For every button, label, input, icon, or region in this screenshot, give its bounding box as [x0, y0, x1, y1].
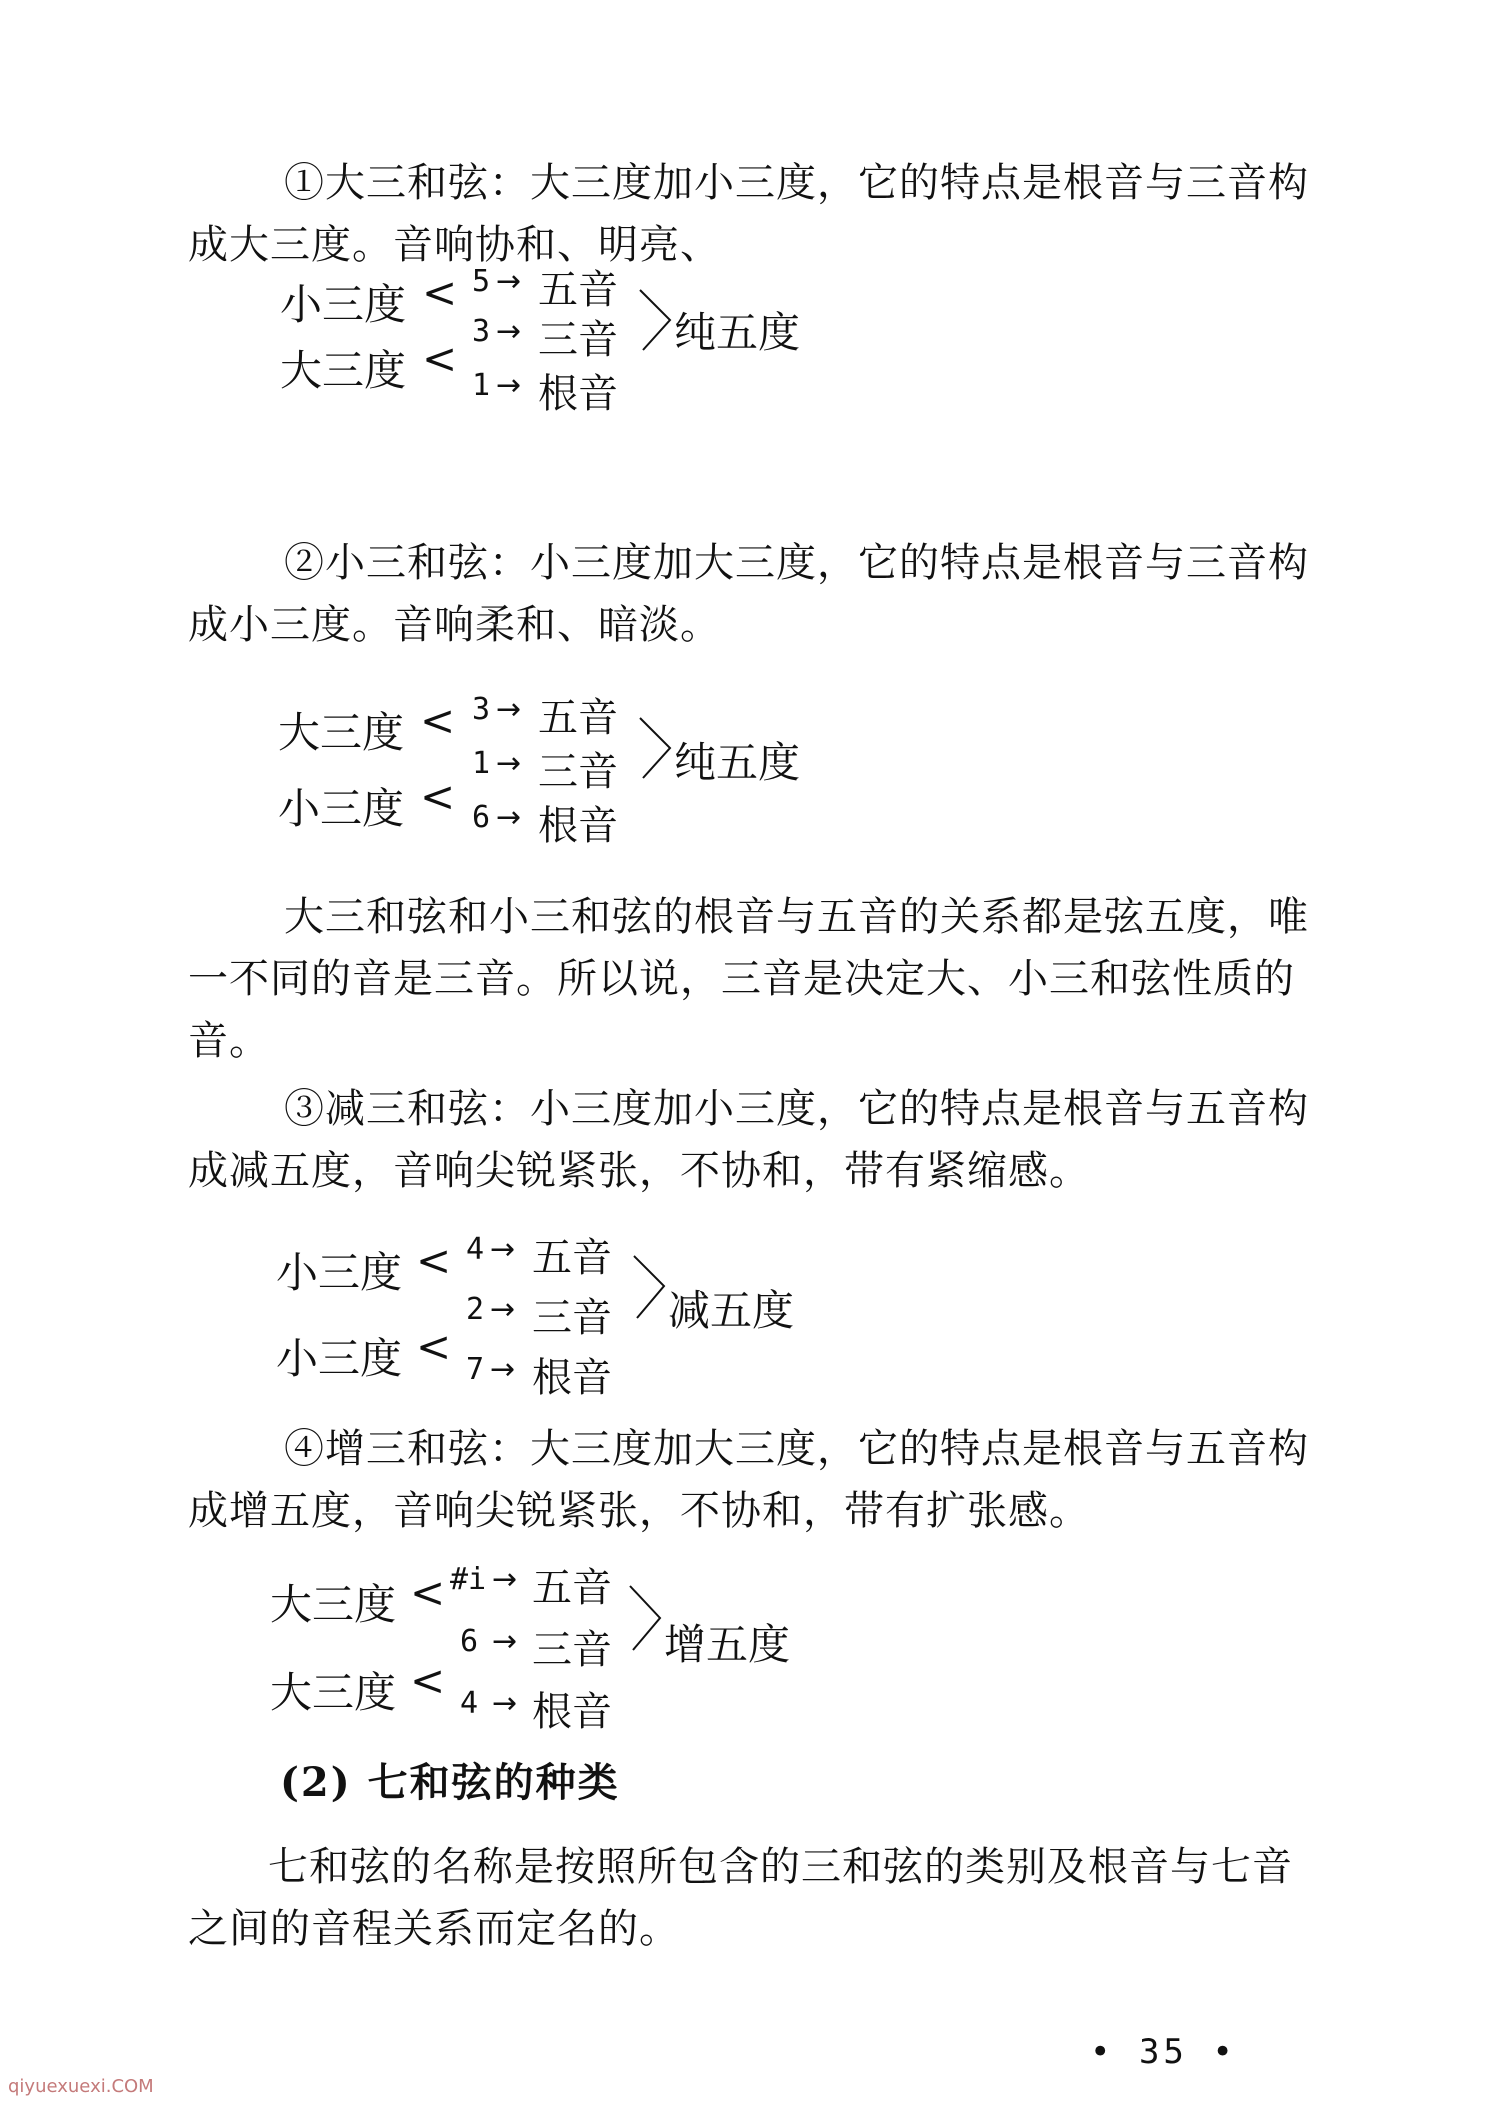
note-root: 7: [466, 1352, 485, 1387]
lower-lt-sign: <: [416, 1322, 452, 1371]
upper-lt-sign: <: [422, 268, 458, 317]
arrow-icon: →: [492, 1686, 518, 1721]
lower-interval-label: 小三度: [276, 1334, 403, 1383]
lower-lt-sign: <: [410, 1656, 446, 1705]
interval-result: 增五度: [664, 1620, 791, 1669]
arrow-icon: →: [490, 1292, 516, 1327]
paragraph-diminished-triad: ③减三和弦：小三度加小三度，它的特点是根音与五音构成减五度，音响尖锐紧张，不协和，带有紧缩感。: [188, 1086, 1309, 1194]
role-third: 三音: [532, 1295, 612, 1341]
paragraph-major-triad: ①大三和弦：大三度加小三度，它的特点是根音与三音构成大三度。音响协和、明亮、: [188, 160, 1309, 268]
paragraph-augmented-triad: ④增三和弦：大三度加大三度，它的特点是根音与五音构成增五度，音响尖锐紧张，不协和，带有扩张感。: [188, 1426, 1309, 1534]
interval-result: 减五度: [668, 1286, 795, 1335]
upper-interval-label: 大三度: [278, 708, 405, 757]
interval-result: 纯五度: [674, 738, 801, 787]
arrow-icon: →: [496, 800, 522, 835]
diagram-minor-triad: [270, 690, 910, 870]
role-root: 根音: [538, 371, 618, 417]
lower-lt-sign: <: [420, 772, 456, 821]
lower-interval-label: 大三度: [280, 346, 407, 395]
diagram-major-triad: [270, 262, 910, 442]
role-fifth: 五音: [538, 695, 618, 741]
page-number: • 35 •: [1090, 2032, 1237, 2072]
note-root: 1: [472, 368, 491, 403]
note-third: 6: [460, 1624, 479, 1659]
lower-interval-label: 小三度: [278, 784, 405, 833]
upper-lt-sign: <: [416, 1236, 452, 1285]
arrow-icon: →: [492, 1624, 518, 1659]
role-fifth: 五音: [532, 1235, 612, 1281]
note-fifth: 3: [472, 692, 491, 727]
upper-lt-sign: <: [420, 696, 456, 745]
lower-interval-label: 大三度: [270, 1668, 397, 1717]
paragraph-third-determines: 大三和弦和小三和弦的根音与五音的关系都是弦五度，唯一不同的音是三音。所以说，三音是决定大、小三和弦性质的音。: [188, 894, 1309, 1064]
arrow-icon: →: [496, 692, 522, 727]
diagram-diminished-triad: [270, 1226, 910, 1406]
diagram-augmented-triad: [270, 1556, 910, 1736]
role-third: 三音: [538, 317, 618, 363]
role-root: 根音: [532, 1689, 612, 1735]
note-third: 3: [472, 314, 491, 349]
upper-interval-label: 小三度: [276, 1248, 403, 1297]
lower-lt-sign: <: [422, 334, 458, 383]
arrow-icon: →: [490, 1232, 516, 1267]
note-third: 2: [466, 1292, 485, 1327]
arrow-icon: →: [496, 314, 522, 349]
role-root: 根音: [532, 1355, 612, 1401]
upper-lt-sign: <: [410, 1568, 446, 1617]
arrow-icon: →: [490, 1352, 516, 1387]
arrow-icon: →: [496, 746, 522, 781]
note-third: 1: [472, 746, 491, 781]
paragraph-seventh-chords: 七和弦的名称是按照所包含的三和弦的类别及根音与七音之间的音程关系而定名的。: [188, 1844, 1293, 1952]
interval-result: 纯五度: [674, 308, 801, 357]
upper-interval-label: 小三度: [280, 280, 407, 329]
note-fifth: 4: [466, 1232, 485, 1267]
arrow-icon: →: [496, 264, 522, 299]
role-fifth: 五音: [538, 267, 618, 313]
role-fifth: 五音: [532, 1565, 612, 1611]
role-third: 三音: [532, 1627, 612, 1673]
role-third: 三音: [538, 749, 618, 795]
note-fifth: #i: [450, 1562, 487, 1597]
upper-interval-label: 大三度: [270, 1580, 397, 1629]
watermark: qiyuexuexi.COM: [8, 2076, 154, 2097]
arrow-icon: →: [496, 368, 522, 403]
note-fifth: 5: [472, 264, 491, 299]
section-subheading: (2) 七和弦的种类: [280, 1759, 620, 1806]
role-root: 根音: [538, 803, 618, 849]
arrow-icon: →: [492, 1562, 518, 1597]
note-root: 4: [460, 1686, 479, 1721]
paragraph-minor-triad: ②小三和弦：小三度加大三度，它的特点是根音与三音构成小三度。音响柔和、暗淡。: [188, 540, 1309, 648]
note-root: 6: [472, 800, 491, 835]
